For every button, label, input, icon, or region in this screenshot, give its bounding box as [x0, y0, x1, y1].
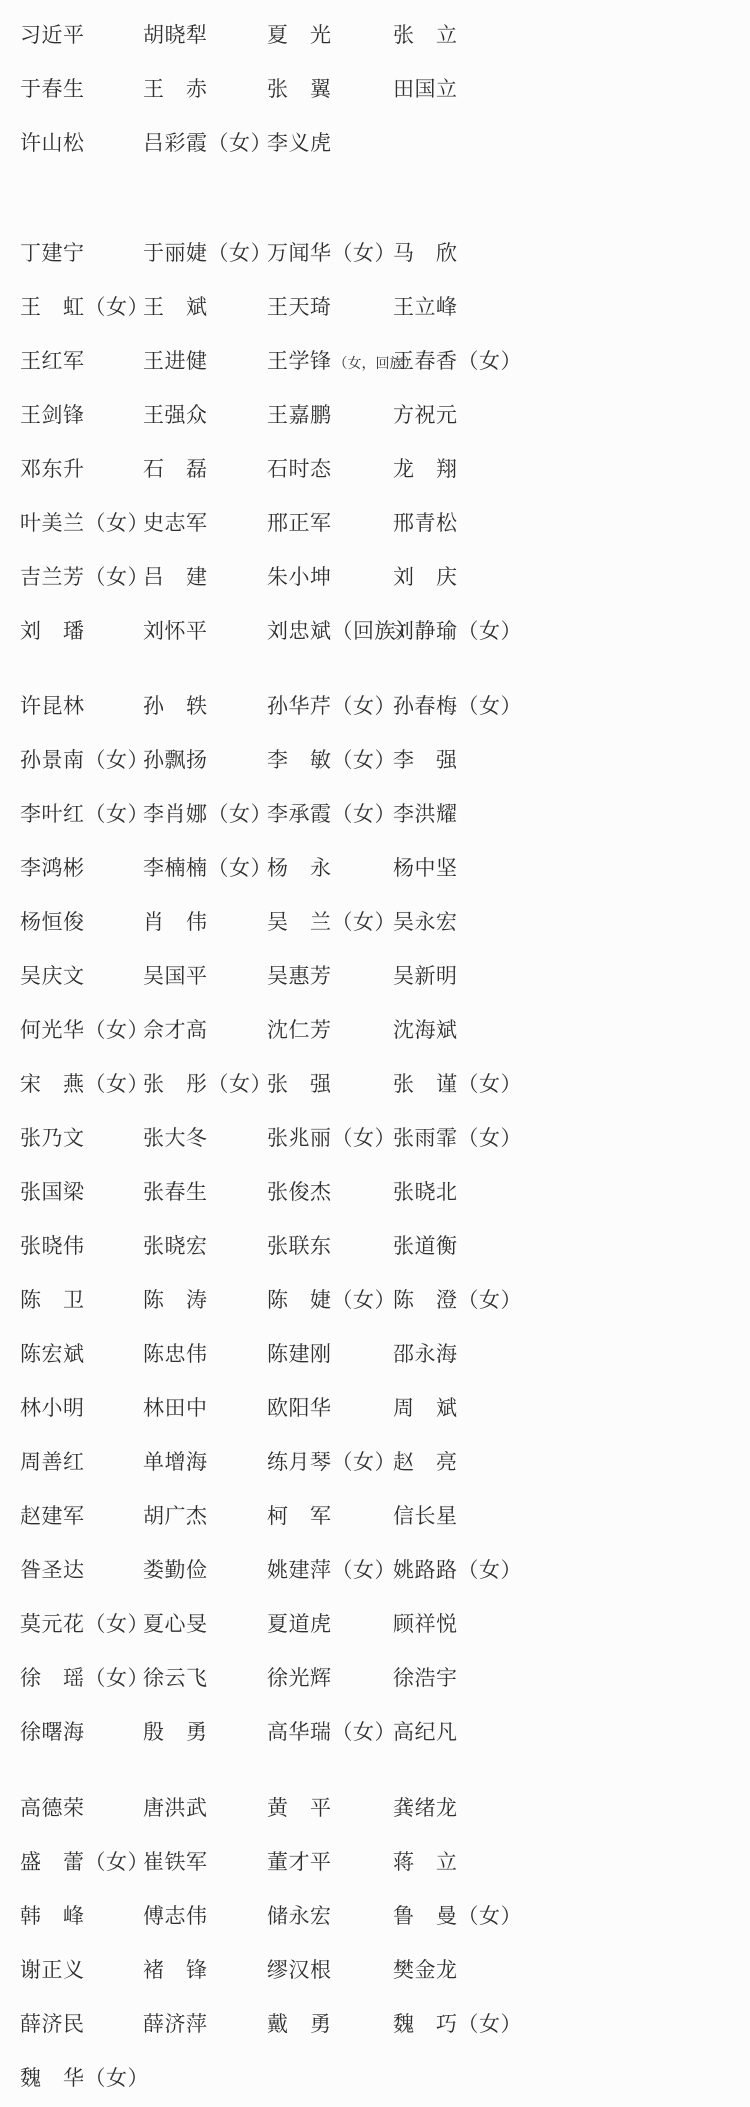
name-cell: 王天琦 [267, 294, 332, 319]
name-cell: 王剑锋 [20, 402, 85, 427]
name-cell: 吴国平 [143, 963, 208, 988]
name-cell: 薛济民 [20, 2011, 85, 2036]
name-cell: 董才平 [267, 1849, 332, 1874]
name-cell: 莫元花（女） [20, 1611, 149, 1636]
name-cell: 鲁 曼（女） [393, 1903, 522, 1928]
name-row [20, 1165, 750, 1219]
name-cell: 吴新明 [393, 963, 458, 988]
name-cell: 黄 平 [267, 1795, 332, 1820]
name-cell: 孙飘扬 [143, 747, 208, 772]
name-cell: 储永宏 [267, 1903, 332, 1928]
name-cell: 许昆林 [20, 693, 85, 718]
name-cell: 昝圣达 [20, 1557, 85, 1582]
name-cell: 夏心旻 [143, 1611, 208, 1636]
name-cell: 练月琴（女） [267, 1449, 396, 1474]
name-cell: 张兆丽（女） [267, 1125, 396, 1150]
name-cell: 李洪耀 [393, 801, 458, 826]
name-cell: 龙 翔 [393, 456, 458, 481]
name-cell: 邵永海 [393, 1341, 458, 1366]
name-annotation: （女，回族） [333, 355, 418, 372]
name-cell: 邢青松 [393, 510, 458, 535]
name-cell: 王 虹（女） [20, 294, 149, 319]
name-row [20, 1651, 750, 1705]
name-cell: 王立峰 [393, 294, 458, 319]
name-cell: 张国梁 [20, 1179, 85, 1204]
name-cell: 张 翼 [267, 76, 332, 101]
name-row [20, 1057, 750, 1111]
name-cell: 吴永宏 [393, 909, 458, 934]
name-row [20, 550, 750, 604]
name-cell: 丁建宁 [20, 240, 85, 265]
name-cell: 韩 峰 [20, 1903, 85, 1928]
name-cell: 崔铁军 [143, 1849, 208, 1874]
name-row [20, 895, 750, 949]
name-row [20, 496, 750, 550]
name-row [20, 334, 750, 388]
roster-section-4 [20, 1781, 750, 2105]
name-row [20, 226, 750, 280]
roster-section-1 [20, 8, 750, 170]
name-cell: 娄勤俭 [143, 1557, 208, 1582]
name-row [20, 1003, 750, 1057]
name-cell: 胡广杰 [143, 1503, 208, 1528]
name-cell: 王嘉鹏 [267, 402, 332, 427]
name-row [20, 1943, 750, 1997]
name-cell: 高德荣 [20, 1795, 85, 1820]
name-cell: 张 彤（女） [143, 1071, 272, 1096]
name-cell: 王 赤 [143, 76, 208, 101]
name-cell: 李 强 [393, 747, 458, 772]
name-cell: 王进健 [143, 348, 208, 373]
name-cell: 姚建萍（女） [267, 1557, 396, 1582]
name-cell: 林小明 [20, 1395, 85, 1420]
name-cell: 张大冬 [143, 1125, 208, 1150]
name-row [20, 1705, 750, 1759]
name-cell: 赵建军 [20, 1503, 85, 1528]
name-cell: 于春生 [20, 76, 85, 101]
name-cell [267, 348, 418, 373]
name-row [20, 1435, 750, 1489]
name-cell: 肖 伟 [143, 909, 208, 934]
name-cell: 徐云飞 [143, 1665, 208, 1690]
name-cell: 张乃文 [20, 1125, 85, 1150]
name-cell: 王 斌 [143, 294, 208, 319]
name-cell: 朱小坤 [267, 564, 332, 589]
name-cell: 何光华（女） [20, 1017, 149, 1042]
name-cell: 邓东升 [20, 456, 85, 481]
name-cell: 石时态 [267, 456, 332, 481]
roster-section-2 [20, 226, 750, 658]
name-cell: 孙春梅（女） [393, 693, 522, 718]
name-cell: 孙景南（女） [20, 747, 149, 772]
name-cell: 宋 燕（女） [20, 1071, 149, 1096]
name-cell: 李肖娜（女） [143, 801, 272, 826]
name-row [20, 679, 750, 733]
name-cell: 张 强 [267, 1071, 332, 1096]
name-cell: 孙华芹（女） [267, 693, 396, 718]
name-cell: 刘静瑜（女） [393, 618, 522, 643]
name-cell: 陈宏斌 [20, 1341, 85, 1366]
name-cell: 刘 璠 [20, 618, 85, 643]
name-cell: 魏 巧（女） [393, 2011, 522, 2036]
name-cell: 张雨霏（女） [393, 1125, 522, 1150]
name-cell: 张晓伟 [20, 1233, 85, 1258]
name-cell: 吕 建 [143, 564, 208, 589]
name-cell: 夏道虎 [267, 1611, 332, 1636]
name-cell: 陈 婕（女） [267, 1287, 396, 1312]
name-row [20, 1835, 750, 1889]
name-row [20, 1381, 750, 1435]
name-row [20, 1111, 750, 1165]
name-cell: 李承霞（女） [267, 801, 396, 826]
name-row [20, 388, 750, 442]
name-cell: 姚路路（女） [393, 1557, 522, 1582]
name-cell: 周善红 [20, 1449, 85, 1474]
name-cell: 叶美兰（女） [20, 510, 149, 535]
name-cell: 吕彩霞（女） [143, 130, 272, 155]
name-row [20, 787, 750, 841]
name-cell: 沈海斌 [393, 1017, 458, 1042]
name-cell: 单增海 [143, 1449, 208, 1474]
name-cell: 吴 兰（女） [267, 909, 396, 934]
name-cell: 陈忠伟 [143, 1341, 208, 1366]
name-cell: 盛 蕾（女） [20, 1849, 149, 1874]
name-row [20, 1489, 750, 1543]
name-cell: 薛济萍 [143, 2011, 208, 2036]
name-cell: 樊金龙 [393, 1957, 458, 1982]
name-cell: 佘才高 [143, 1017, 208, 1042]
name-cell: 魏 华（女） [20, 2065, 149, 2090]
name-cell: 张道衡 [393, 1233, 458, 1258]
name-cell: 胡晓犁 [143, 22, 208, 47]
name-cell: 谢正义 [20, 1957, 85, 1982]
name-cell: 马 欣 [393, 240, 458, 265]
person-name: 王学锋 [267, 348, 332, 373]
name-cell: 唐洪武 [143, 1795, 208, 1820]
name-cell: 万闻华（女） [267, 240, 396, 265]
name-cell: 蒋 立 [393, 1849, 458, 1874]
name-cell: 习近平 [20, 22, 85, 47]
name-cell: 周 斌 [393, 1395, 458, 1420]
name-cell: 沈仁芳 [267, 1017, 332, 1042]
name-cell: 史志军 [143, 510, 208, 535]
name-cell: 李 敏（女） [267, 747, 396, 772]
name-cell: 傅志伟 [143, 1903, 208, 1928]
name-row [20, 442, 750, 496]
name-cell: 戴 勇 [267, 2011, 332, 2036]
name-row [20, 841, 750, 895]
name-row [20, 1597, 750, 1651]
name-cell: 许山松 [20, 130, 85, 155]
name-cell: 邢正军 [267, 510, 332, 535]
name-cell: 吴惠芳 [267, 963, 332, 988]
name-cell: 缪汉根 [267, 1957, 332, 1982]
name-cell: 柯 军 [267, 1503, 332, 1528]
name-cell: 张晓宏 [143, 1233, 208, 1258]
name-cell: 顾祥悦 [393, 1611, 458, 1636]
name-cell: 王强众 [143, 402, 208, 427]
name-row [20, 1997, 750, 2051]
name-cell: 张俊杰 [267, 1179, 332, 1204]
name-row [20, 949, 750, 1003]
name-cell: 褚 锋 [143, 1957, 208, 1982]
name-row [20, 1219, 750, 1273]
name-cell: 石 磊 [143, 456, 208, 481]
name-row [20, 8, 750, 62]
name-cell: 陈 涛 [143, 1287, 208, 1312]
name-cell: 陈 澄（女） [393, 1287, 522, 1312]
name-cell: 徐浩宇 [393, 1665, 458, 1690]
name-cell: 张 谨（女） [393, 1071, 522, 1096]
name-cell: 高纪凡 [393, 1719, 458, 1744]
name-row [20, 2051, 750, 2105]
name-cell: 刘怀平 [143, 618, 208, 643]
name-cell: 方祝元 [393, 402, 458, 427]
name-cell: 夏 光 [267, 22, 332, 47]
name-cell: 徐光辉 [267, 1665, 332, 1690]
name-cell: 于丽婕（女） [143, 240, 272, 265]
name-row [20, 1327, 750, 1381]
name-cell: 龚绪龙 [393, 1795, 458, 1820]
name-row [20, 1543, 750, 1597]
name-cell: 李鸿彬 [20, 855, 85, 880]
name-cell: 高华瑞（女） [267, 1719, 396, 1744]
name-cell: 田国立 [393, 76, 458, 101]
name-cell: 李楠楠（女） [143, 855, 272, 880]
name-cell: 张 立 [393, 22, 458, 47]
name-cell: 刘 庆 [393, 564, 458, 589]
name-cell: 陈建刚 [267, 1341, 332, 1366]
name-cell: 林田中 [143, 1395, 208, 1420]
name-cell: 孙 轶 [143, 693, 208, 718]
name-row [20, 1781, 750, 1835]
name-cell: 张联东 [267, 1233, 332, 1258]
name-cell: 吉兰芳（女） [20, 564, 149, 589]
name-cell: 欧阳华 [267, 1395, 332, 1420]
name-cell: 信长星 [393, 1503, 458, 1528]
name-cell: 李叶红（女） [20, 801, 149, 826]
name-cell: 陈 卫 [20, 1287, 85, 1312]
name-cell: 张春生 [143, 1179, 208, 1204]
name-row [20, 62, 750, 116]
roster-section-3 [20, 679, 750, 1759]
name-cell: 杨恒俊 [20, 909, 85, 934]
name-cell: 王春香（女） [393, 348, 522, 373]
name-row [20, 1273, 750, 1327]
name-cell: 徐 瑶（女） [20, 1665, 149, 1690]
name-cell: 张晓北 [393, 1179, 458, 1204]
name-cell: 李义虎 [267, 130, 332, 155]
name-cell: 殷 勇 [143, 1719, 208, 1744]
name-cell: 刘忠斌（回族） [267, 618, 418, 643]
name-cell: 王红军 [20, 348, 85, 373]
name-row [20, 733, 750, 787]
name-cell: 徐曙海 [20, 1719, 85, 1744]
name-cell: 赵 亮 [393, 1449, 458, 1474]
name-row [20, 280, 750, 334]
name-row [20, 1889, 750, 1943]
name-row [20, 116, 750, 170]
name-cell: 杨 永 [267, 855, 332, 880]
name-cell: 吴庆文 [20, 963, 85, 988]
name-row [20, 604, 750, 658]
name-cell: 杨中坚 [393, 855, 458, 880]
